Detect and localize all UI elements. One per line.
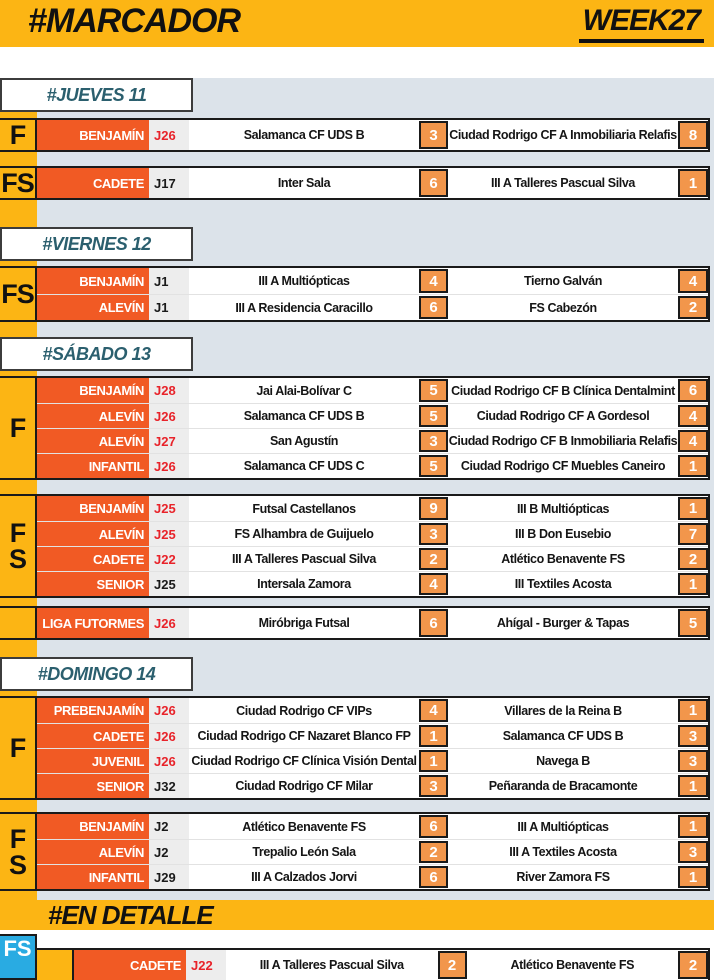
- sport-label: [37, 950, 74, 980]
- category-label: ALEVÍN: [37, 429, 149, 453]
- sport-letter: F: [9, 518, 26, 548]
- home-score: 5: [419, 379, 448, 402]
- sport-letter: S: [8, 849, 26, 880]
- category-label: INFANTIL: [37, 865, 149, 889]
- away-score: 5: [678, 609, 708, 637]
- home-team-name: Trepalio León Sala: [189, 840, 419, 864]
- away-score: 3: [678, 750, 708, 772]
- match-row: [37, 403, 708, 428]
- home-score: 1: [419, 750, 448, 772]
- away-team-name: Peñaranda de Bracamonte: [448, 774, 678, 798]
- away-score: 4: [678, 405, 708, 427]
- away-score: 3: [678, 725, 708, 747]
- match-rows: [37, 120, 708, 150]
- match-row: [37, 773, 708, 798]
- match-row: [37, 521, 708, 546]
- match-row: [37, 294, 708, 320]
- home-score: 2: [419, 548, 448, 570]
- home-team-name: Ciudad Rodrigo CF VIPs: [189, 698, 419, 723]
- jornada-label: J26: [149, 404, 189, 428]
- match-row: [37, 608, 708, 638]
- home-score: 6: [419, 815, 448, 838]
- home-team-name: Ciudad Rodrigo CF Nazaret Blanco FP: [189, 724, 419, 748]
- jornada-label: J28: [149, 378, 189, 403]
- sport-label: [0, 608, 37, 638]
- match-block: [0, 812, 710, 891]
- away-team-name: FS Cabezón: [448, 295, 678, 320]
- home-score: 3: [419, 121, 448, 149]
- away-score: 1: [678, 169, 708, 197]
- detail-section: [0, 930, 714, 980]
- home-score: 6: [419, 866, 448, 888]
- match-row: [37, 378, 708, 403]
- away-team-name: River Zamora FS: [448, 865, 678, 889]
- match-rows: [74, 950, 708, 980]
- jornada-label: J2: [149, 814, 189, 839]
- away-score: 2: [678, 548, 708, 570]
- away-team-name: Ahígal - Burger & Tapas: [448, 608, 678, 638]
- home-score: 3: [419, 430, 448, 452]
- home-team-name: III A Talleres Pascual Silva: [226, 950, 438, 980]
- match-block: [0, 166, 710, 200]
- sport-label: F: [0, 120, 37, 150]
- match-row: [37, 839, 708, 864]
- category-label: BENJAMÍN: [37, 814, 149, 839]
- jornada-label: J32: [149, 774, 189, 798]
- detail-banner: [0, 900, 714, 930]
- jornada-label: J26: [149, 608, 189, 638]
- jornada-label: J26: [149, 724, 189, 748]
- sport-label: [0, 814, 37, 889]
- away-team-name: Ciudad Rodrigo CF B Inmobiliaria Relafis: [448, 429, 678, 453]
- away-score: 6: [678, 379, 708, 402]
- sport-label: FS: [0, 168, 37, 198]
- away-score: 8: [678, 121, 708, 149]
- home-team-name: Atlético Benavente FS: [189, 814, 419, 839]
- away-score: 1: [678, 497, 708, 520]
- away-team-name: III B Don Eusebio: [448, 522, 678, 546]
- match-row: [37, 120, 708, 150]
- sport-label: [0, 496, 37, 596]
- home-team-name: Miróbriga Futsal: [189, 608, 419, 638]
- away-score: 2: [678, 951, 708, 979]
- header-banner: [0, 0, 714, 47]
- day-label: #DOMINGO 14: [0, 657, 193, 691]
- away-team-name: Atlético Benavente FS: [467, 950, 679, 980]
- away-team-name: Tierno Galván: [448, 268, 678, 294]
- sport-letter: F: [9, 823, 26, 854]
- sport-label: FS: [0, 268, 37, 320]
- page-title: #MARCADOR: [28, 2, 240, 40]
- away-score: 7: [678, 523, 708, 545]
- home-team-name: Intersala Zamora: [189, 572, 419, 596]
- match-row: [37, 748, 708, 773]
- category-label: JUVENIL: [37, 749, 149, 773]
- home-score: 2: [419, 841, 448, 863]
- home-score: 6: [419, 296, 448, 319]
- home-team-name: FS Alhambra de Guijuelo: [189, 522, 419, 546]
- away-team-name: Ciudad Rodrigo CF A Gordesol: [448, 404, 678, 428]
- category-label: CADETE: [37, 547, 149, 571]
- away-team-name: III A Textiles Acosta: [448, 840, 678, 864]
- category-label: SENIOR: [37, 774, 149, 798]
- day-sections: [0, 78, 714, 891]
- match-row: [74, 950, 708, 980]
- home-score: 3: [419, 523, 448, 545]
- home-team-name: III A Talleres Pascual Silva: [189, 547, 419, 571]
- day-label: #SÁBADO 13: [0, 337, 193, 371]
- home-score: 5: [419, 455, 448, 477]
- away-score: 1: [678, 699, 708, 722]
- sport-letter: S: [8, 544, 26, 574]
- match-row: [37, 571, 708, 596]
- jornada-label: J25: [149, 496, 189, 521]
- day-label: #JUEVES 11: [0, 78, 193, 112]
- home-score: 5: [419, 405, 448, 427]
- day-label: #VIERNES 12: [0, 227, 193, 261]
- category-label: PREBENJAMÍN: [37, 698, 149, 723]
- home-team-name: Salamanca CF UDS B: [189, 404, 419, 428]
- jornada-label: J22: [149, 547, 189, 571]
- home-score: 4: [419, 269, 448, 293]
- home-team-name: Inter Sala: [189, 168, 419, 198]
- jornada-label: J27: [149, 429, 189, 453]
- category-label: INFANTIL: [37, 454, 149, 478]
- away-score: 1: [678, 455, 708, 477]
- home-score: 1: [419, 725, 448, 747]
- jornada-label: J1: [149, 268, 189, 294]
- match-row: [37, 814, 708, 839]
- jornada-label: J26: [149, 454, 189, 478]
- category-label: CADETE: [37, 168, 149, 198]
- detail-sport-badge: FS: [0, 934, 37, 980]
- match-block: [0, 494, 710, 598]
- match-block: [37, 948, 710, 980]
- away-team-name: Ciudad Rodrigo CF A Inmobiliaria Relafis: [448, 120, 678, 150]
- jornada-label: J2: [149, 840, 189, 864]
- match-rows: [37, 814, 708, 889]
- week-label: WEEK27: [579, 4, 704, 43]
- category-label: ALEVÍN: [37, 522, 149, 546]
- jornada-label: J26: [149, 698, 189, 723]
- jornada-label: J25: [149, 572, 189, 596]
- home-team-name: Futsal Castellanos: [189, 496, 419, 521]
- match-row: [37, 453, 708, 478]
- away-team-name: III A Multiópticas: [448, 814, 678, 839]
- category-label: ALEVÍN: [37, 295, 149, 320]
- match-rows: [37, 698, 708, 798]
- home-team-name: Salamanca CF UDS C: [189, 454, 419, 478]
- away-team-name: III A Talleres Pascual Silva: [448, 168, 678, 198]
- jornada-label: J29: [149, 865, 189, 889]
- match-row: [37, 546, 708, 571]
- home-score: 4: [419, 573, 448, 595]
- jornada-label: J26: [149, 749, 189, 773]
- category-label: BENJAMÍN: [37, 496, 149, 521]
- away-score: 1: [678, 775, 708, 797]
- match-block: [0, 118, 710, 152]
- jornada-label: J26: [149, 120, 189, 150]
- away-team-name: III B Multiópticas: [448, 496, 678, 521]
- category-label: BENJAMÍN: [37, 378, 149, 403]
- match-row: [37, 496, 708, 521]
- match-row: [37, 864, 708, 889]
- away-score: 1: [678, 573, 708, 595]
- sport-label: F: [0, 698, 37, 798]
- category-label: SENIOR: [37, 572, 149, 596]
- away-score: 1: [678, 866, 708, 888]
- category-label: ALEVÍN: [37, 404, 149, 428]
- jornada-label: J1: [149, 295, 189, 320]
- category-label: LIGA FUTORMES: [37, 608, 149, 638]
- detail-match: [37, 948, 710, 980]
- home-score: 6: [419, 609, 448, 637]
- home-team-name: III A Calzados Jorvi: [189, 865, 419, 889]
- away-team-name: Navega B: [448, 749, 678, 773]
- home-team-name: Salamanca CF UDS B: [189, 120, 419, 150]
- match-block: [0, 606, 710, 640]
- match-row: [37, 428, 708, 453]
- match-block: [0, 376, 710, 480]
- match-rows: [37, 608, 708, 638]
- away-team-name: Atlético Benavente FS: [448, 547, 678, 571]
- home-score: 4: [419, 699, 448, 722]
- home-score: 2: [438, 951, 467, 979]
- match-row: [37, 723, 708, 748]
- home-score: 3: [419, 775, 448, 797]
- category-label: CADETE: [37, 724, 149, 748]
- jornada-label: J22: [186, 950, 226, 980]
- away-team-name: Ciudad Rodrigo CF B Clínica Dentalmint: [448, 378, 678, 403]
- jornada-label: J17: [149, 168, 189, 198]
- category-label: ALEVÍN: [37, 840, 149, 864]
- home-score: 6: [419, 169, 448, 197]
- home-team-name: Ciudad Rodrigo CF Milar: [189, 774, 419, 798]
- match-block: [0, 696, 710, 800]
- home-team-name: III A Multiópticas: [189, 268, 419, 294]
- match-rows: [37, 168, 708, 198]
- match-row: [37, 168, 708, 198]
- results-area: [0, 78, 714, 900]
- away-team-name: Salamanca CF UDS B: [448, 724, 678, 748]
- home-team-name: Ciudad Rodrigo CF Clínica Visión Dental: [189, 749, 419, 773]
- away-score: 1: [678, 815, 708, 838]
- match-rows: [37, 496, 708, 596]
- category-label: BENJAMÍN: [37, 268, 149, 294]
- away-team-name: Ciudad Rodrigo CF Muebles Caneiro: [448, 454, 678, 478]
- category-label: CADETE: [74, 950, 186, 980]
- away-score: 2: [678, 296, 708, 319]
- match-row: [37, 268, 708, 294]
- home-team-name: San Agustín: [189, 429, 419, 453]
- match-block: [0, 266, 710, 322]
- home-score: 9: [419, 497, 448, 520]
- home-team-name: Jai Alai-Bolívar C: [189, 378, 419, 403]
- away-team-name: Villares de la Reina B: [448, 698, 678, 723]
- jornada-label: J25: [149, 522, 189, 546]
- category-label: BENJAMÍN: [37, 120, 149, 150]
- away-score: 4: [678, 269, 708, 293]
- detail-title: #EN DETALLE: [48, 899, 213, 930]
- match-rows: [37, 268, 708, 320]
- home-team-name: III A Residencia Caracillo: [189, 295, 419, 320]
- sport-label: F: [0, 378, 37, 478]
- match-row: [37, 698, 708, 723]
- away-team-name: III Textiles Acosta: [448, 572, 678, 596]
- away-score: 3: [678, 841, 708, 863]
- away-score: 4: [678, 430, 708, 452]
- match-rows: [37, 378, 708, 478]
